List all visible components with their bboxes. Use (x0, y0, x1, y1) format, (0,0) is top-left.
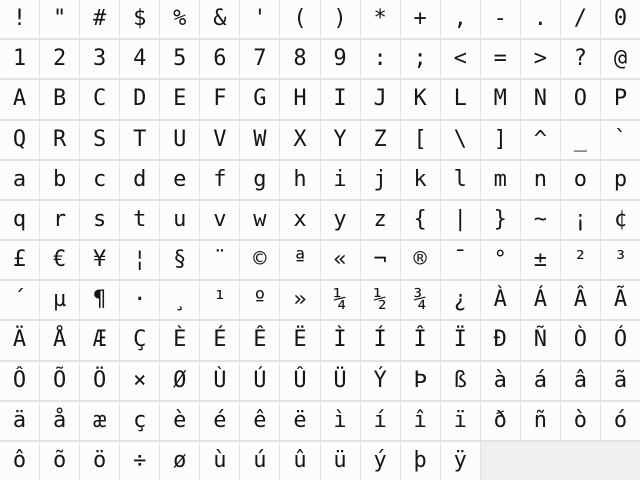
glyph-cell[interactable]: g (240, 161, 279, 199)
glyph-cell[interactable]: º (240, 281, 279, 319)
glyph-cell[interactable]: Ñ (521, 321, 560, 359)
glyph-cell[interactable]: d (120, 161, 159, 199)
glyph-cell[interactable]: D (120, 80, 159, 118)
empty-area (481, 442, 640, 480)
glyph-cell[interactable]: ¡ (561, 201, 600, 239)
glyph-cell[interactable]: : (361, 40, 400, 78)
glyph-cell[interactable]: i (321, 161, 360, 199)
glyph-cell[interactable]: K (401, 80, 440, 118)
glyph-cell[interactable]: ¬ (361, 241, 400, 279)
glyph-cell[interactable]: ~ (521, 201, 560, 239)
glyph-cell[interactable]: J (361, 80, 400, 118)
glyph-cell[interactable]: ù (200, 442, 239, 480)
glyph-cell[interactable]: 6 (200, 40, 239, 78)
glyph-cell[interactable]: ª (280, 241, 319, 279)
glyph-cell[interactable]: ; (401, 40, 440, 78)
glyph-cell[interactable]: Q (0, 121, 39, 159)
glyph-cell[interactable]: € (40, 241, 79, 279)
glyph-cell[interactable]: T (120, 121, 159, 159)
glyph-cell[interactable]: ü (321, 442, 360, 480)
glyph-cell[interactable]: Å (40, 321, 79, 359)
glyph-cell[interactable]: k (401, 161, 440, 199)
glyph-cell[interactable]: Ü (321, 362, 360, 400)
glyph-cell[interactable]: ² (561, 241, 600, 279)
glyph-cell[interactable]: Ý (361, 362, 400, 400)
glyph-cell[interactable]: Ç (120, 321, 159, 359)
glyph-cell[interactable]: % (160, 0, 199, 38)
glyph-cell[interactable]: ß (441, 362, 480, 400)
glyph-cell[interactable]: H (280, 80, 319, 118)
glyph-cell[interactable]: u (160, 201, 199, 239)
glyph-cell[interactable]: R (40, 121, 79, 159)
glyph-cell[interactable]: Î (401, 321, 440, 359)
glyph-cell[interactable]: ¹ (200, 281, 239, 319)
glyph-cell[interactable]: â (561, 362, 600, 400)
glyph-cell[interactable]: ò (561, 402, 600, 440)
glyph-cell[interactable]: ¿ (441, 281, 480, 319)
glyph-cell[interactable]: , (441, 0, 480, 38)
glyph-cell[interactable]: ø (160, 442, 199, 480)
glyph-cell[interactable]: ¸ (160, 281, 199, 319)
glyph-cell[interactable]: Ê (240, 321, 279, 359)
glyph-cell[interactable]: 9 (321, 40, 360, 78)
glyph-cell[interactable]: o (561, 161, 600, 199)
glyph-cell[interactable]: ¯ (441, 241, 480, 279)
glyph-cell[interactable]: / (561, 0, 600, 38)
glyph-cell[interactable]: v (200, 201, 239, 239)
glyph-cell[interactable]: m (481, 161, 520, 199)
glyph-cell[interactable]: l (441, 161, 480, 199)
glyph-cell[interactable]: Z (361, 121, 400, 159)
glyph-cell[interactable]: ¢ (601, 201, 640, 239)
glyph-cell[interactable]: ° (481, 241, 520, 279)
glyph-cell[interactable]: # (80, 0, 119, 38)
glyph-cell[interactable]: & (200, 0, 239, 38)
glyph-cell[interactable]: á (521, 362, 560, 400)
glyph-cell[interactable]: ç (120, 402, 159, 440)
glyph-cell[interactable]: ( (280, 0, 319, 38)
glyph-cell[interactable]: · (120, 281, 159, 319)
glyph-cell[interactable]: < (441, 40, 480, 78)
glyph-cell[interactable]: E (160, 80, 199, 118)
glyph-cell[interactable]: A (0, 80, 39, 118)
glyph-cell[interactable]: G (240, 80, 279, 118)
glyph-cell[interactable]: * (361, 0, 400, 38)
glyph-cell[interactable]: © (240, 241, 279, 279)
glyph-cell[interactable]: Y (321, 121, 360, 159)
glyph-cell[interactable]: p (601, 161, 640, 199)
glyph-cell[interactable]: f (200, 161, 239, 199)
glyph-cell[interactable]: û (280, 442, 319, 480)
glyph-cell[interactable]: $ (120, 0, 159, 38)
glyph-cell[interactable]: 1 (0, 40, 39, 78)
glyph-cell[interactable]: 3 (80, 40, 119, 78)
glyph-cell[interactable]: Û (280, 362, 319, 400)
glyph-cell[interactable]: N (521, 80, 560, 118)
glyph-cell[interactable]: ï (441, 402, 480, 440)
glyph-cell[interactable]: Ä (0, 321, 39, 359)
glyph-cell[interactable]: j (361, 161, 400, 199)
glyph-cell[interactable]: 7 (240, 40, 279, 78)
glyph-cell[interactable]: î (401, 402, 440, 440)
glyph-cell[interactable]: ! (0, 0, 39, 38)
glyph-cell[interactable]: æ (80, 402, 119, 440)
glyph-cell[interactable]: w (240, 201, 279, 239)
glyph-cell[interactable]: 0 (601, 0, 640, 38)
glyph-cell[interactable]: Ó (601, 321, 640, 359)
glyph-cell[interactable]: ¶ (80, 281, 119, 319)
glyph-cell[interactable]: » (280, 281, 319, 319)
glyph-cell[interactable]: ' (240, 0, 279, 38)
glyph-cell[interactable]: z (361, 201, 400, 239)
glyph-cell[interactable]: Ò (561, 321, 600, 359)
glyph-cell[interactable]: Ö (80, 362, 119, 400)
glyph-cell[interactable]: S (80, 121, 119, 159)
glyph-cell[interactable]: í (361, 402, 400, 440)
glyph-cell[interactable]: B (40, 80, 79, 118)
glyph-cell[interactable]: " (40, 0, 79, 38)
glyph-cell[interactable]: X (280, 121, 319, 159)
glyph-cell[interactable]: t (120, 201, 159, 239)
glyph-cell[interactable]: Ð (481, 321, 520, 359)
glyph-cell[interactable]: _ (561, 121, 600, 159)
glyph-cell[interactable]: þ (401, 442, 440, 480)
glyph-cell[interactable]: O (561, 80, 600, 118)
glyph-cell[interactable]: ÷ (120, 442, 159, 480)
glyph-cell[interactable]: Ú (240, 362, 279, 400)
glyph-cell[interactable]: ] (481, 121, 520, 159)
glyph-cell[interactable]: | (441, 201, 480, 239)
glyph-cell[interactable]: s (80, 201, 119, 239)
glyph-cell[interactable]: ö (80, 442, 119, 480)
glyph-cell[interactable]: F (200, 80, 239, 118)
glyph-cell[interactable]: \ (441, 121, 480, 159)
glyph-cell[interactable]: ¼ (321, 281, 360, 319)
glyph-cell[interactable]: Ù (200, 362, 239, 400)
glyph-cell[interactable]: . (521, 0, 560, 38)
glyph-cell[interactable]: { (401, 201, 440, 239)
glyph-cell[interactable]: [ (401, 121, 440, 159)
glyph-cell[interactable]: § (160, 241, 199, 279)
glyph-cell[interactable]: Ø (160, 362, 199, 400)
glyph-cell[interactable]: À (481, 281, 520, 319)
glyph-cell[interactable]: e (160, 161, 199, 199)
glyph-cell[interactable]: + (401, 0, 440, 38)
glyph-cell[interactable]: ) (321, 0, 360, 38)
glyph-cell[interactable]: ó (601, 402, 640, 440)
glyph-cell[interactable]: 5 (160, 40, 199, 78)
glyph-cell[interactable]: n (521, 161, 560, 199)
glyph-cell[interactable]: } (481, 201, 520, 239)
glyph-cell[interactable]: r (40, 201, 79, 239)
glyph-cell[interactable]: c (80, 161, 119, 199)
glyph-cell[interactable]: ½ (361, 281, 400, 319)
glyph-cell[interactable]: y (321, 201, 360, 239)
glyph-cell[interactable]: Ã (601, 281, 640, 319)
glyph-cell[interactable]: Â (561, 281, 600, 319)
glyph-cell[interactable]: ä (0, 402, 39, 440)
glyph-cell[interactable]: ë (280, 402, 319, 440)
glyph-cell[interactable]: × (120, 362, 159, 400)
glyph-cell[interactable]: ^ (521, 121, 560, 159)
glyph-cell[interactable]: b (40, 161, 79, 199)
glyph-cell[interactable]: ý (361, 442, 400, 480)
glyph-cell[interactable]: h (280, 161, 319, 199)
glyph-cell[interactable]: é (200, 402, 239, 440)
glyph-cell[interactable]: ? (561, 40, 600, 78)
glyph-cell[interactable]: Õ (40, 362, 79, 400)
glyph-cell[interactable]: Ì (321, 321, 360, 359)
glyph-cell[interactable]: V (200, 121, 239, 159)
glyph-cell[interactable]: C (80, 80, 119, 118)
glyph-cell[interactable]: ñ (521, 402, 560, 440)
glyph-cell[interactable]: Æ (80, 321, 119, 359)
glyph-cell[interactable]: P (601, 80, 640, 118)
glyph-cell[interactable]: > (521, 40, 560, 78)
glyph-cell[interactable]: ± (521, 241, 560, 279)
glyph-cell[interactable]: W (240, 121, 279, 159)
glyph-cell[interactable]: x (280, 201, 319, 239)
glyph-cell[interactable]: - (481, 0, 520, 38)
glyph-cell[interactable]: Ô (0, 362, 39, 400)
glyph-cell[interactable]: ¥ (80, 241, 119, 279)
glyph-cell[interactable]: I (321, 80, 360, 118)
glyph-cell[interactable]: ê (240, 402, 279, 440)
glyph-cell[interactable]: ¦ (120, 241, 159, 279)
glyph-cell[interactable]: Ë (280, 321, 319, 359)
glyph-cell[interactable]: £ (0, 241, 39, 279)
glyph-cell[interactable]: õ (40, 442, 79, 480)
glyph-cell[interactable]: à (481, 362, 520, 400)
glyph-cell[interactable]: 2 (40, 40, 79, 78)
glyph-cell[interactable]: È (160, 321, 199, 359)
glyph-cell[interactable]: ` (601, 121, 640, 159)
glyph-cell[interactable]: ® (401, 241, 440, 279)
glyph-cell[interactable]: É (200, 321, 239, 359)
glyph-cell[interactable]: ì (321, 402, 360, 440)
glyph-cell[interactable]: Ï (441, 321, 480, 359)
glyph-cell[interactable]: Á (521, 281, 560, 319)
glyph-cell[interactable]: ô (0, 442, 39, 480)
glyph-cell[interactable]: ³ (601, 241, 640, 279)
glyph-cell[interactable]: Í (361, 321, 400, 359)
glyph-cell[interactable]: « (321, 241, 360, 279)
glyph-cell[interactable]: @ (601, 40, 640, 78)
glyph-cell[interactable]: a (0, 161, 39, 199)
glyph-cell[interactable]: ð (481, 402, 520, 440)
glyph-cell[interactable]: ´ (0, 281, 39, 319)
glyph-cell[interactable]: = (481, 40, 520, 78)
glyph-cell[interactable]: Þ (401, 362, 440, 400)
glyph-cell[interactable]: ¾ (401, 281, 440, 319)
glyph-cell[interactable]: L (441, 80, 480, 118)
glyph-cell[interactable]: 8 (280, 40, 319, 78)
glyph-cell[interactable]: ú (240, 442, 279, 480)
glyph-cell[interactable]: ¨ (200, 241, 239, 279)
glyph-cell[interactable]: è (160, 402, 199, 440)
glyph-cell[interactable]: å (40, 402, 79, 440)
glyph-cell[interactable]: M (481, 80, 520, 118)
glyph-cell[interactable]: ã (601, 362, 640, 400)
glyph-cell[interactable]: µ (40, 281, 79, 319)
glyph-cell[interactable]: U (160, 121, 199, 159)
glyph-cell[interactable]: 4 (120, 40, 159, 78)
glyph-cell[interactable]: q (0, 201, 39, 239)
glyph-cell[interactable]: ÿ (441, 442, 480, 480)
